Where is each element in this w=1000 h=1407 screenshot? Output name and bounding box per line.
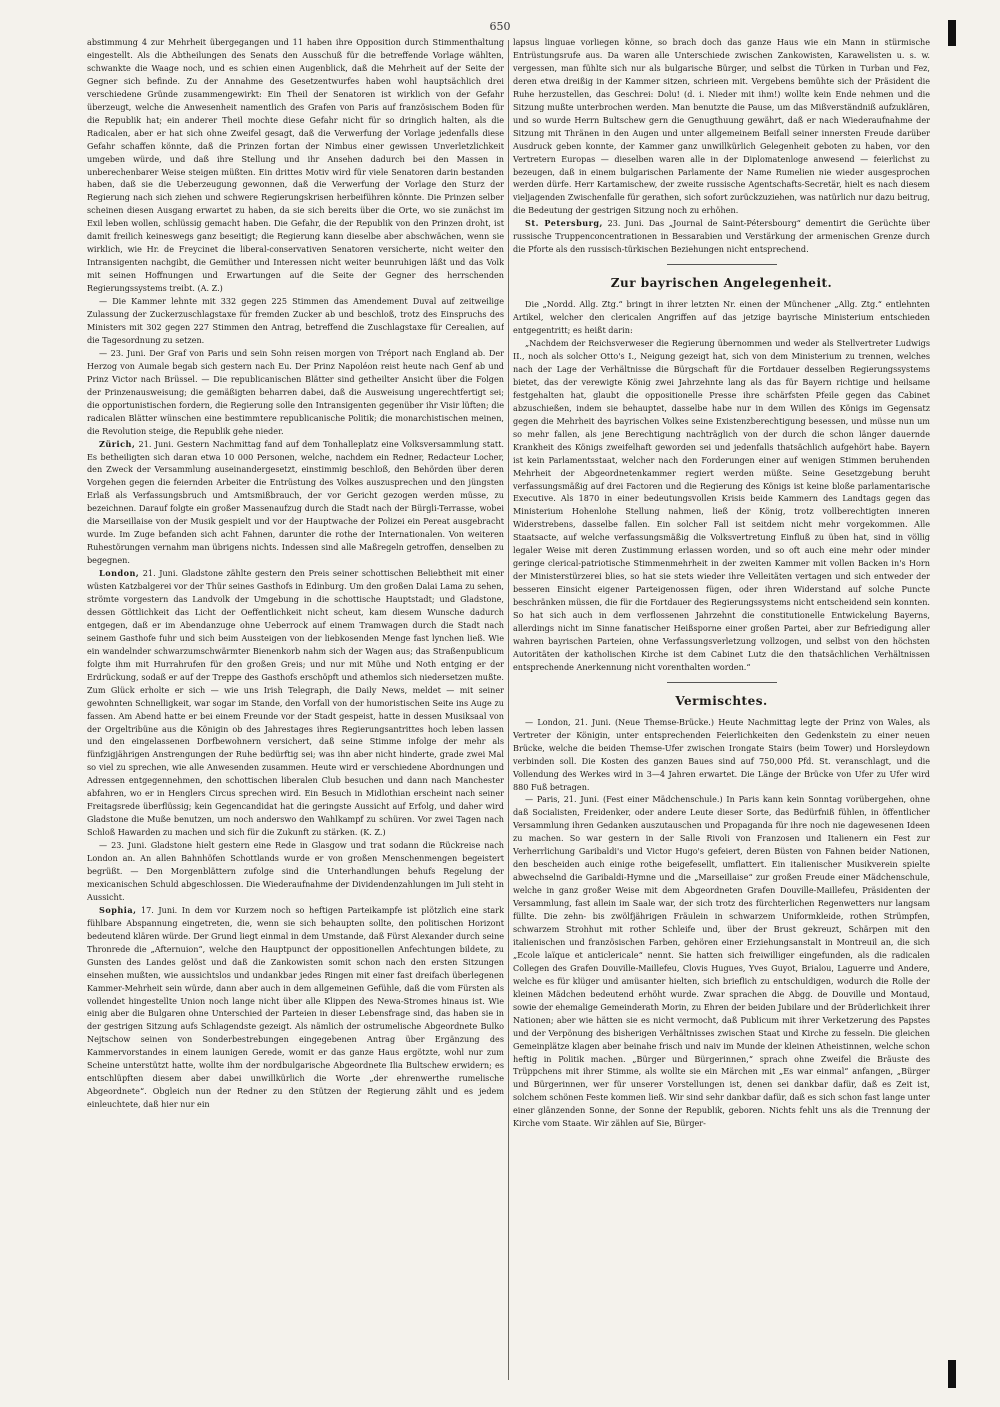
paragraph-text: — 23. Juni. Der Graf von Paris und sein Sohn reisen morgen von Tréport nach England ab. Der Herzog von Aumale begab sich gestern nach Eu. Der Prinz Napoléon reist heute nach Genf ab und Prinz Victor nach Brüssel. — Die republicanischen Blätter sind getheilter Ansicht über die Folgen der Prinzenausweisung; die gemäßigten beharren dabei, daß die Ausweisung ungerechtfertigt sei; die opportunistischen fordern, die Regierung solle den Intransigenten gegenüber ihr Visir lüften; die radicalen Blätter wünschen eine bestimmtere republicanische Politik; die monarchistischen meinen, die Revolution steige, die Republik gehe nieder. [87, 347, 504, 436]
section-heading: Zur bayrischen Angelegenheit. [610, 276, 833, 291]
paragraph-text: 21. Juni. Gestern Nachmittag fand auf dem Tonhalleplatz eine Volksversammlung statt. Es betheiligten sich daran etwa 10 000 Personen, welche, nachdem ein Redner, Redacteur Locher, den Zweck der Versammlung auseinandergesetzt, einstimmig beschloß, den Behörden über deren Vorgehen gegen die feiernden Arbeiter die Entrüstung des Volkes auszusprechen und den jüngsten Erlaß als Verfassungsbruch und Amtsmißbrauch, der vor Gericht gezogen werden müsse, zu bezeichnen. Darauf folgte ein großer Massenaufzug durch die Stadt nach der Bürgli-Terrasse, wobei die Marseillaise von der Musik gespielt und vor der Hauptwache der Polizei ein Pereat ausgebracht wurde. Im Zuge befanden sich acht Fahnen, darunter die rothe der Internationalen. Von weiteren Ruhestörungen vernahm man übrigens nichts. Indessen sind alle Maßregeln getroffen, denselben zu begegnen. [87, 438, 504, 566]
paragraph-text: 21. Juni. Gladstone zählte gestern den Preis seiner schottischen Beliebtheit mit einer wüsten Katzbalgerei vor der Thür seines Gasthofs in Edinburg. Um den großen Dalai Lama zu sehen, strömte vorgestern das Landvolk der Umgebung in die schottische Hauptstadt; und Gladstone, dessen Göttlichkeit das Licht der Oeffentlichkeit nicht scheut, kam diesem Wunsche dadurch entgegen, daß er im Abendanzuge ohne Ueberrock auf einem Tramwagen durch die Stadt nach seinem Gasthofe fuhr und sich beim Aussteigen von der liebkosenden Menge fast lynchen ließ. Wie ein wandelnder schwarzumschwärmter Bienenkorb nahm sich der Wagen aus; das Straßenpublicum folgte ihm mit Hurrahrufen für den großen Greis; und nur mit Mühe und Noth entging er der Erdrückung, sodaß er auf der Treppe des Gasthofs erschöpft und athemlos sich niedersetzen mußte. Zum Glück erholte er sich — wie uns Irish Telegraph, die Daily News, meldet — mit seiner gewohnten Schnelligkeit, war sogar im Stande, den Vorfall von der humoristischen Seite ins Auge zu fassen. Am Abend hatte er bei einem Freunde vor der Stadt gespeist, hatte in dessen Musiksaal von der Orgeltribüne aus die Königin ob des Jahrestages ihres Regierungsantrittes hoch leben lassen und den eingelassenen Dorfbewohnern versichert, daß seine Stimme infolge der mehr als fünfzigjährigen Anstrengungen der Ruhe bedürftig sei; was ihn aber nicht hinderte, grade zwei Mal so viel zu sprechen, wie alle Anwesenden zusammen. Heute wird er verschiedene Abordnungen und Adressen entgegennehmen, den schottischen liberalen Club besuchen und dann nach Manchester abfahren, wo er in Henglers Circus sprechen wird. Ein Besuch in Midlothian erscheint nach seiner Freitagsrede überflüssig; kein Gegencandidat hat die geringste Aussicht auf Erfolg, und daher wird Gladstone die Muße benutzen, um noch anderswo den Wahlkampf zu schüren. Vor zwei Tagen nach Schloß Hawarden zu machen und sich für die Zukunft zu stärken. (K. Z.) [87, 568, 504, 838]
column-divider [508, 40, 509, 1380]
section-rule [667, 264, 777, 265]
article-paragraph [513, 36, 930, 217]
binding-edge-mark-top [948, 20, 956, 46]
dateline: London, [99, 568, 140, 579]
article-paragraph [87, 295, 504, 347]
article-paragraph [513, 217, 930, 256]
article-paragraph [87, 567, 504, 839]
right-column [513, 36, 930, 1381]
paragraph-text: „Nachdem der Reichsverweser die Regierung übernommen und weder als Stellvertreter Ludwigs II., noch als solcher Otto's I., Neigung gezeigt hat, sich von dem Ministerium zu trennen, welches nach der Lage der Verhältnisse die Bürgschaft für die Fortdauer desselben Regierungssystems bietet, das der verewigte König zwei Jahrzehnte lang als das für Bayern richtige und heilsame festgehalten hat, glaubt die oppositionelle Presse ihre schärfsten Pfeile gegen das Cabinet abzuschießen, indem sie behauptet, dasselbe habe nur in dem Willen des Königs im Gegensatz gegen die Mehrheit des bayrischen Volkes seine Existenzberechtigung besessen, und müsse nun um so mehr fallen, als jene Berechtigung nachträglich von der durch die schon länger dauernde Krankheit des Königs zweifelhaft geworden sei und jedenfalls thatsächlich aufgehört habe. Bayern ist kein Parlamentsstaat, welcher nach den Forderungen einer auf wenigen Stimmen beruhenden Mehrheit der Abgeordnetenkammer regiert werden müßte. Seine Gesetzgebung beruht verfassungsmäßig auf drei Factoren und die Regierung des Königs ist keine bloße parlamentarische Executive. Als 1870 in einer bedeutungsvollen Krisis beide Kammern des Landtags gegen das Ministerium Hohenlohe Stellung nahmen, ließ der König, trotz vollberechtigten inneren Widerstrebens, dasselbe fallen. Ein solcher Fall ist seitdem nicht mehr vorgekommen. Alle Staatsacte, auf welche verfassungsmäßig die Volksvertretung Einfluß zu üben hat, sind in völlig legaler Weise mit deren Zustimmung erlassen worden, und so oft auch eine mehr oder minder geringe clerical-patriotische Stimmenmehrheit in der zweiten Kammer mit vollen Backen in's Horn der Ministerstürzerei blies, so hat sie stets wieder ihre Velleitäten vertagen und sich entweder der besseren Einsicht eigener Parteigenossen fügen, oder ihren Widerstand auf solche Puncte beschränken müssen, die für die Fortdauer des Regierungssystems nicht entscheidend sein konnten. So hat sich auch in dem verflossenen Jahrzehnt die constitutionelle Entwickelung Bayerns, allerdings nicht im Sinne fanatischer Heißsporne einer großen Partei, aber zur Befriedigung aller wahren bayrischen Parteien, ohne Verfassungsverletzung vollzogen, und selbst von den höchsten Autoritäten der katholischen Kirche ist dem Cabinet Lutz die den thatsächlichen Verhältnissen entsprechende Anerkennung nicht vorenthalten worden.“ [513, 338, 930, 672]
binding-edge-mark-bottom [948, 1360, 956, 1388]
article-paragraph [87, 36, 504, 295]
article-paragraph [87, 438, 504, 568]
article-paragraph [87, 839, 504, 904]
paragraph-text: Die „Nordd. Allg. Ztg.“ bringt in ihrer letzten Nr. einen der Münchener „Allg. Ztg.“ entlehnten Artikel, welcher den clericalen Angriffen auf das jetzige bayrische Ministerium entschieden entgegentritt; es heißt darin: [513, 299, 930, 336]
page-number: 650 [489, 20, 511, 33]
article-paragraph [513, 793, 930, 1130]
article-paragraph [87, 904, 504, 1111]
paragraph-text: — Paris, 21. Juni. (Fest einer Mädchenschule.) In Paris kann kein Sonntag vorübergehen, ohne daß Socialisten, Freidenker, oder andere Leute dieser Sorte, das Bedürfniß fühlen, in öffentlicher Versammlung ihren Gedanken auszutauschen und Propaganda für ihre noch nie dagewesenen Ideen zu machen. So war gestern in der Salle Rivoli von Franzosen und Italienern ein Fest zur Verherrlichung Garibaldi's und Victor Hugo's gefeiert, deren Büsten von Fahnen beider Nationen, den bescheiden auch einige rothe beigefesellt, umflattert. Ein italienischer Musikverein spielte abwechselnd die Garibaldi-Hymne und die „Marseillaise“ zur großen Freude einer Mädchenschule, welche in ganz großer Weise mit dem Abgeordneten Grafen Douville-Maillefeu, Präsidenten der Versammlung, fast allein im Saale war, der sich trotz des fürchterlichen Regenwetters nur langsam füllte. Die zehn- bis zwölfjährigen Fräulein in schwarzem Uniformkleide, rothen Strümpfen, schwarzem Strohhut mit rother Schleife und, über der Brust gekreuzt, Schärpen mit den italienischen und französischen Farben, gehören einer Erziehungsanstalt in Montreuil an, die sich „Ecole laïque et anticlericale“ nennt. Sie hatten sich freiwilliger eingefunden, als die radicalen Collegen des Grafen Douville-Maillefeu, Clovis Hugues, Yves Guyot, Brialou, Laguerre und Andere, welche es für klüger und amüsanter hielten, sich brieflich zu entschuldigen, wodurch die Rolle der kleinen Mädchen bedeutend erhöht wurde. Zwar sprachen die Abgg. de Douville und Montaud, sowie der ehemalige Gemeinderath Morin, zu Ehren der beiden Jubilare und der Brüderlichkeit ihrer Nationen; aber wie hätten sie es nicht vermocht, daß Publicum mit ihrer Verketzerung des Papstes und der Verpönung des bisherigen Verhältnisses zwischen Staat und Kirche zu fesseln. Die gleichen Gemeinplätze klagen aber beinahe frisch und naiv im Munde der kleinen Atheistinnen, welche schon heftig in Politik machen. „Bürger und Bürgerinnen,“ sprach ohne Zweifel die Bräuste des Trüppchens mit ihrer Stimme, als wollte sie ein Märchen mit „Es war einmal“ anfangen, „Bürger und Bürgerinnen, wer für unserer Vorstellungen ist, denen sei dankbar dafür, daß es Zeit ist, solchem schönen Feste kommen ließ. Wir sind sehr dankbar dafür, daß es sich schon fast lange unter einer glänzenden Sonne, der Sonne der Republik, geboren. Nichts fehlt uns als die Trennung der Kirche vom Staate. Wir zählen auf Sie, Bürger- [513, 794, 930, 1129]
paragraph-text: — 23. Juni. Gladstone hielt gestern eine Rede in Glasgow und trat sodann die Rückreise nach London an. An allen Bahnhöfen Schottlands wurde er von großen Menschenmengen begeistert begrüßt. — Den Morgenblättern zufolge sind die Unterhandlungen behufs Regelung der mexicanischen Schuld abgeschlossen. Die Wiederaufnahme der Dividendenzahlungen im Juli steht in Aussicht. [87, 840, 504, 902]
paragraph-text: 23. Juni. Das „Journal de Saint-Pétersbourg“ dementirt die Gerüchte über russische Truppenconcentrationen in Bessarabien und Verstärkung der armenischen Grenze durch die Pforte als den russisch-türkischen Beziehungen nicht entsprechend. [513, 218, 930, 255]
paragraph-text: lapsus linguae vorliegen könne, so brach doch das ganze Haus wie ein Mann in stürmische Entrüstungsrufe aus. Da waren alle Unterschiede zwischen Zankowisten, Karawelisten u. s. w. vergessen, man fühlte sich nur als bulgarische Bürger, und selbst die Türken in Turban und Fez, deren etwa dreißig in der Kammer sitzen, schrieen mit. Vergebens bemühte sich der Präsident die Ruhe herzustellen, das Geschrei: Dolu! (d. i. Nieder mit ihm!) wollte kein Ende nehmen und die Sitzung mußte unterbrochen werden. Man benutzte die Pause, um das Mißverständniß aufzuklären, und so wurde Herrn Bultschew gern die Genugthuung gewährt, daß er nach Wiederaufnahme der Sitzung mit Thränen in den Augen und unter allgemeinem Beifall seiner innersten Freude darüber Ausdruck geben konnte, der Kammer ganz unwillkürlich Gelegenheit geboten zu haben, vor den Vertretern Europas — dieselben waren alle in der Diplomatenloge anwesend — feierlichst zu bezeugen, daß in einem bulgarischen Parlamente der Name Rumelien nie wieder ausgesprochen werden dürfe. Herr Kartamischew, der zweite russische Agentschafts-Secretär, hielt es nach diesem vieljagenden Zwischenfalle für gerathen, sich sofort zurückzuziehen, was natürlich nur dazu beitrug, die Bedeutung der gestrigen Sitzung noch zu erhöhen. [513, 37, 930, 216]
dateline: Sophia, [99, 904, 137, 915]
paragraph-text: 17. Juni. In dem vor Kurzem noch so heftigen Parteikampfe ist plötzlich eine stark fühlbare Abspannung eingetreten, die, wenn sie sich behaupten sollte, den politischen Horizont bedeutend klären würde. Der Grund liegt einmal in dem Umstande, daß Fürst Alexander durch seine Thronrede die „Afternuion“, welche den Hauptpunct der oppositionellen Anfechtungen bildete, zu Gunsten des Landes gelöst und daß die Zankowisten somit schon nach den ersten Sitzungen einsehen mußten, wie aussichtslos und undankbar jedes Ringen mit einer fast dreifach überlegenen Kammer-Mehrheit sein würde, dann aber auch in dem allgemeinen Gefühle, daß die vom Fürsten als vollendet hingestellte Union noch lange nicht über alle Klippen des Newa-Stromes hinaus ist. Wie einig aber die Bulgaren ohne Unterschied der Parteien in dieser Lebensfrage sind, das haben sie in der gestrigen Sitzung aufs Schlagendste gezeigt. Als nämlich der ostrumelische Abgeordnete Bulko Nejtschow seinen von Sonderbestrebungen eingegebenen Antrag über Ergänzung des Kammervorstandes in einem launigen Gerede, womit er das ganze Haus ergötzte, wohl nur zum Scheine unterstützt hatte, wollte ihm der nordbulgarische Abgeordnete Ilia Bultschew erwidern; es entschlüpften diesem aber dabei unwillkürlich die Worte „der ehrenwerthe rumelische Abgeordnete“. Obgleich nun der Redner zu den Stützen der Regierung zählt und es jedem einleuchtete, daß hier nur ein [87, 904, 504, 1110]
section-rule [667, 682, 777, 683]
dateline: St. Petersburg, [525, 218, 603, 229]
paragraph-text: — London, 21. Juni. (Neue Themse-Brücke.) Heute Nachmittag legte der Prinz von Wales, als Vertreter der Königin, unter entsprechenden Feierlichkeiten den Gedenkstein zu einer neuen Brücke, welche die beiden Themse-Ufer zwischen Irongate Stairs (beim Tower) und Horsleydown verbinden soll. Die Kosten des ganzen Baues sind auf 750,000 Pfd. St. veranschlagt, und die Vollendung des Werkes wird in 3—4 Jahren erwartet. Die Länge der Brücke von Ufer zu Ufer wird 880 Fuß betragen. [513, 716, 930, 792]
dateline: Zürich, [99, 438, 136, 449]
article-paragraph [513, 716, 930, 794]
section-heading: Vermischtes. [675, 693, 768, 708]
paragraph-text: — Die Kammer lehnte mit 332 gegen 225 Stimmen das Amendement Duval auf zeitweilige Zulassung der Zuckerzuschlagstaxe für fremden Zucker ab und beschloß, trotz des Einspruchs des Ministers mit 302 gegen 227 Stimmen den Antrag, betreffend die Zuschlagstaxe für Cerealien, auf die Tagesordnung zu setzen. [87, 296, 504, 345]
article-paragraph [513, 298, 930, 337]
left-column [87, 36, 504, 1381]
paragraph-text: abstimmung 4 zur Mehrheit übergegangen und 11 haben ihre Opposition durch Stimmenthaltung eingestellt. Als die Abtheilungen des Senats den Ausschuß für die betreffende Vorlage wählten, schwankte die Waage noch, und es schien einen Augenblick, daß die Mehrheit auf der Seite der Gegner sich befinde. Zu der Annahme des Gesetzentwurfes haben wohl hauptsächlich drei verschiedene Gründe zusammengewirkt: Ein Theil der Senatoren ist wirklich von der Gefahr überzeugt, welche die Anwesenheit namentlich des Grafen von Paris auf französischem Boden für die Republik hat; ein anderer Theil mochte diese Gefahr nicht für so dringlich halten, als die Radicalen, aber er hat sich ohne Zweifel gesagt, daß die Verwerfung der Vorlage jedenfalls diese Gefahr schaffen könnte, daß die Prinzen fortan der Nimbus einer gewissen Unverletzlichkeit umgeben würde, und daß ihre Stellung und ihr Ansehen dadurch bei den Massen in unberechenbarer Weise steigen müßten. Ein drittes Motiv wird für viele Senatoren darin bestanden haben, daß sie die Ueberzeugung gewonnen, daß die Verwerfung der Vorlage den Sturz der Regierung nach sich ziehen und schwere Regierungskrisen herbeiführen könnte. Die Prinzen selber scheinen diesen Ausgang erwartet zu haben, da sie sich bereits über die Orte, wo sie zunächst im Exil leben wollen, schlüssig gemacht haben. Die Gefahr, die der Republik von den Prinzen droht, ist damit freilich keineswegs ganz beseitigt; die Regierung kann dieselbe aber abschwächen, wenn sie wirklich, wie Hr. de Freycinet die liberal-conservativen Senatoren versicherte, nicht weiter den Intransigenten nachgibt, die Gemüther und Interessen nicht weiter beunruhigen läßt und das Volk mit seinen Hoffnungen und Erwartungen auf die Seite der Gegner des herrschenden Regierungssystems treibt. (A. Z.) [87, 37, 504, 294]
article-paragraph [87, 347, 504, 438]
article-paragraph [513, 337, 930, 674]
